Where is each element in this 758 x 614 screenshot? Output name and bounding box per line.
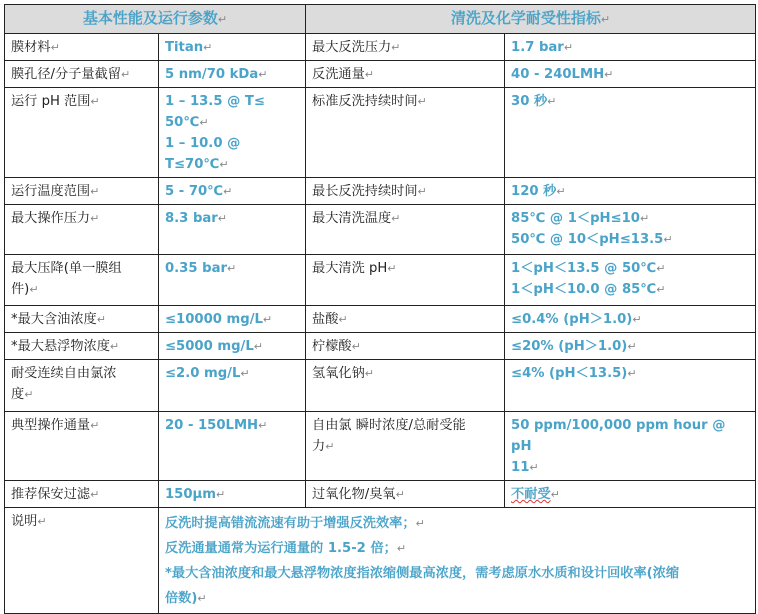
param-label: *最大悬浮物浓度↵ xyxy=(5,333,159,360)
table-row xyxy=(5,205,756,255)
param-label: 典型操作通量↵ xyxy=(5,412,159,481)
cleaning-label: 柠檬酸↵ xyxy=(306,333,505,360)
cleaning-label: 自由氯 瞬时浓度/总耐受能 力↵ xyxy=(306,412,505,481)
param-label: 推荐保安过滤↵ xyxy=(5,481,159,508)
cleaning-value: ≤4% (pH＜13.5)↵ xyxy=(505,360,756,412)
table-row xyxy=(5,360,756,412)
cleaning-value: 不耐受↵ xyxy=(505,481,756,508)
left-section-title: 基本性能及运行参数↵ xyxy=(5,5,306,34)
cleaning-value: ≤0.4% (pH＞1.0)↵ xyxy=(505,306,756,333)
header-row xyxy=(5,5,756,34)
param-label: 运行温度范围↵ xyxy=(5,178,159,205)
cleaning-label: 最大反洗压力↵ xyxy=(306,34,505,61)
cleaning-value: 50 ppm/100,000 ppm hour @ pH 11↵ xyxy=(505,412,756,481)
cleaning-label: 标准反洗持续时间↵ xyxy=(306,88,505,178)
right-section-title: 清洗及化学耐受性指标↵ xyxy=(306,5,756,34)
param-value: 0.35 bar↵ xyxy=(159,255,306,306)
param-value: ≤10000 mg/L↵ xyxy=(159,306,306,333)
param-label: 最大压降(单一膜组 件)↵ xyxy=(5,255,159,306)
cleaning-label: 最长反洗持续时间↵ xyxy=(306,178,505,205)
param-value: 5 nm/70 kDa↵ xyxy=(159,61,306,88)
cleaning-label: 最大清洗温度↵ xyxy=(306,205,505,255)
param-value: 8.3 bar↵ xyxy=(159,205,306,255)
spec-table-container xyxy=(4,4,755,614)
table-row xyxy=(5,178,756,205)
param-label: 耐受连续自由氯浓 度↵ xyxy=(5,360,159,412)
param-label: 运行 pH 范围↵ xyxy=(5,88,159,178)
notes-content: 反洗时提高错流流速有助于增强反洗效率；↵ 反洗通量通常为运行通量的 1.5-2 倍；↵ *最大含油浓度和最大悬浮物浓度指浓缩侧最高浓度，需考虑原水水质和设计回收率(浓缩 倍数)↵ xyxy=(159,508,756,614)
cleaning-label: 最大清洗 pH↵ xyxy=(306,255,505,306)
param-label: *最大含油浓度↵ xyxy=(5,306,159,333)
cleaning-label: 反洗通量↵ xyxy=(306,61,505,88)
param-label: 膜孔径/分子量截留↵ xyxy=(5,61,159,88)
param-label: 膜材料↵ xyxy=(5,34,159,61)
cleaning-value: 85℃ @ 1＜pH≤10↵ 50℃ @ 10＜pH≤13.5↵ xyxy=(505,205,756,255)
table-row xyxy=(5,34,756,61)
table-row xyxy=(5,61,756,88)
param-value: 5 - 70℃↵ xyxy=(159,178,306,205)
notes-label: 说明↵ xyxy=(5,508,159,614)
cleaning-value: 30 秒↵ xyxy=(505,88,756,178)
cleaning-label: 盐酸↵ xyxy=(306,306,505,333)
table-row xyxy=(5,255,756,306)
param-value: 150μm↵ xyxy=(159,481,306,508)
table-row xyxy=(5,88,756,178)
spec-table xyxy=(4,4,756,614)
cleaning-value: ≤20% (pH＞1.0)↵ xyxy=(505,333,756,360)
cleaning-value: 1.7 bar↵ xyxy=(505,34,756,61)
param-value: 1 – 13.5 @ T≤ 50℃↵ 1 – 10.0 @ T≤70℃↵ xyxy=(159,88,306,178)
param-value: ≤5000 mg/L↵ xyxy=(159,333,306,360)
param-label: 最大操作压力↵ xyxy=(5,205,159,255)
table-row xyxy=(5,412,756,481)
table-row xyxy=(5,333,756,360)
notes-row xyxy=(5,508,756,614)
table-row xyxy=(5,306,756,333)
cleaning-value: 120 秒↵ xyxy=(505,178,756,205)
cleaning-label: 过氧化物/臭氧↵ xyxy=(306,481,505,508)
param-value: 20 - 150LMH↵ xyxy=(159,412,306,481)
param-value: Titan↵ xyxy=(159,34,306,61)
cleaning-value: 40 - 240LMH↵ xyxy=(505,61,756,88)
cleaning-value: 1＜pH＜13.5 @ 50℃↵ 1＜pH＜10.0 @ 85℃↵ xyxy=(505,255,756,306)
table-row xyxy=(5,481,756,508)
param-value: ≤2.0 mg/L↵ xyxy=(159,360,306,412)
cleaning-label: 氢氧化钠↵ xyxy=(306,360,505,412)
